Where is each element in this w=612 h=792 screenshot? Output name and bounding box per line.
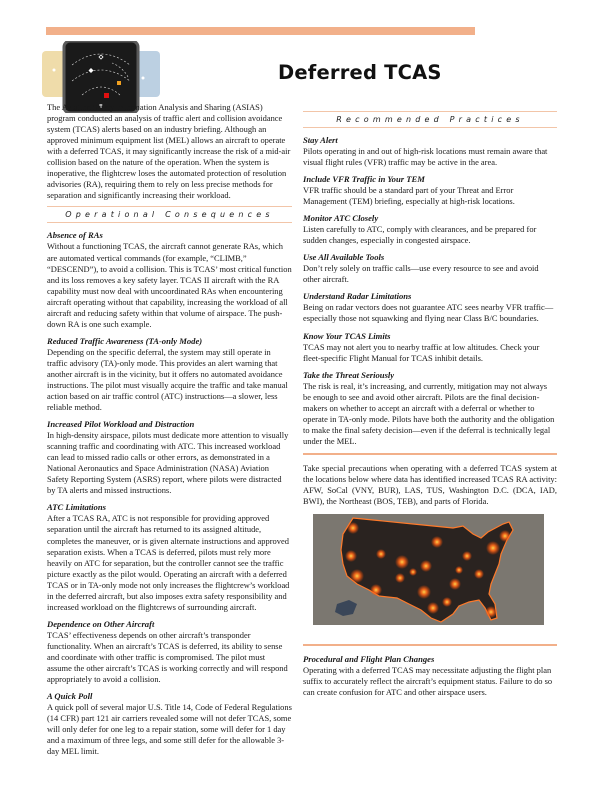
- item-title: Take the Threat Seriously: [303, 369, 395, 380]
- consequence-item: [47, 691, 292, 757]
- item-title: Know Your TCAS Limits: [303, 330, 391, 341]
- practice-item: [303, 213, 557, 246]
- item-body: Don’t rely solely on traffic calls—use every resource to see and avoid other aircraft.: [303, 263, 539, 285]
- section-divider: [303, 644, 557, 646]
- practice-item: [303, 252, 557, 285]
- item-body: Being on radar vectors does not guarantee ATC sees nearby VFR traffic—especially those not squawking and flying near Class B/C boundaries.: [303, 302, 554, 324]
- header-accent-bar: [46, 27, 475, 35]
- item-body: After a TCAS RA, ATC is not responsible for providing approved separation until the aircraft has returned to its assigned altitude, completes the maneuver, or is given alternate instructions and approved separation exists. When a TCAS is deferred, pilots must rely more heavily on ATC for separation, but the controller cannot see the traffic picture exactly as the pilot would. Operating an aircraft with a deferred TCAS or in TA-only mode not only increases the flightcrew’s workload in the deferred aircraft, but also imposes extra safety responsibility and increased workload on the flightcrews of surrounding aircraft.: [47, 513, 290, 612]
- locations-paragraph: Take special precautions when operating with a deferred TCAS system at the locations below where data has identified increased TCAS RA activity: AFW, SoCal (VNY, BUR), LAS, TUS, Washington D.C. (DCA, IAD, BWI), the Northeast (BOS, TEB), and parts of Florida.: [303, 462, 557, 507]
- item-title: Absence of RAs: [47, 230, 103, 241]
- practice-item: [303, 174, 557, 207]
- item-body: Listen carefully to ATC, comply with clearances, and be prepared for sudden changes, especially in congested airspace.: [303, 224, 537, 246]
- us-heatmap-image: [313, 514, 544, 625]
- item-title: Monitor ATC Closely: [303, 213, 379, 224]
- practice-item: [303, 291, 557, 324]
- item-body: VFR traffic should be a standard part of your Threat and Error Management (TEM) briefing, especially at high-risk locations.: [303, 185, 515, 207]
- item-title: Dependence on Other Aircraft: [47, 618, 155, 629]
- item-title: Procedural and Flight Plan Changes: [303, 654, 435, 665]
- item-title: Understand Radar Limitations: [303, 291, 412, 302]
- item-body: TCAS may not alert you to nearby traffic at low altitudes. Check your fleet-specific Flight Manual for TCAS inhibit details.: [303, 341, 540, 363]
- consequence-item: [47, 230, 292, 329]
- consequence-item: [47, 619, 292, 685]
- consequence-item: [47, 502, 292, 612]
- section-divider: [303, 453, 557, 455]
- item-body: In high-density airspace, pilots must dedicate more attention to visually scanning traffic and coordinating with ATC. This increased workload can lead to missed radio calls or other errors, as demonstrated in a National Aeronautics and Space Administration (NASA) Aviation Safety Reporting System (ASRS) report, where pilots were distracted by TA alerts and missed instructions.: [47, 430, 289, 496]
- item-body: Depending on the specific deferral, the system may still operate in traffic advisory (TA)-only mode. This provides an alert warning that another aircraft is in the vicinity, but it offers no automated avoidance instructions. The pilot must visually acquire the traffic and take manual action based on air traffic control (ATC) instructions—a slower, less reliable method.: [47, 346, 288, 413]
- item-body: A quick poll of several major U.S. Title 14, Code of Federal Regulations (14 CFR) part 121 air carriers revealed some will not defer TCAS, some will only defer for one leg to a repair station, some will defer for 1 day and a maximum of three legs, and some still defer for the allowable 3-day MEL limit.: [47, 702, 292, 757]
- item-title: Include VFR Traffic in Your TEM: [303, 174, 425, 185]
- section-heading-recommended: Recommended Practices: [303, 111, 557, 128]
- item-body: The risk is real, it’s increasing, and currently, mitigation may not always be enough to see and avoid other aircraft. Pilots are the final decision-makers on whether to accept an aircraft with a deferral or whether to operate in TA-only mode. Pilots have both the authority and the obligation to make the final safety decision—even if the deferral is technically legal under the MEL.: [303, 380, 555, 446]
- practice-item: [303, 135, 557, 168]
- item-body: Pilots operating in and out of high-risk locations must remain aware that visual flight rules (VFR) traffic may be active in the area.: [303, 146, 548, 168]
- page-title: Deferred TCAS: [278, 61, 442, 84]
- procedural-item: [303, 654, 557, 698]
- item-body: Operating with a deferred TCAS may necessitate adjusting the flight plan suffix to accurately reflect the aircraft’s equipment status. Failure to do so can create confusion for ATC and other airspace users.: [303, 665, 553, 698]
- item-body: TCAS’ effectiveness depends on other aircraft’s transponder functionality. When an aircraft’s TCAS is deferred, its ability to sense and coordinate with other traffic is compromised. The pilot must assume the other aircraft’s TCAS is working correctly and will respond appropriately to avoid a collision.: [47, 629, 288, 685]
- item-title: Use All Available Tools: [303, 252, 385, 263]
- item-title: Stay Alert: [303, 135, 338, 146]
- item-title: A Quick Poll: [47, 691, 93, 702]
- item-title: Increased Pilot Workload and Distraction: [47, 419, 195, 430]
- consequence-item: [47, 419, 292, 496]
- us-map-icon: [313, 514, 544, 625]
- consequence-item: [47, 336, 292, 413]
- item-body: Without a functioning TCAS, the aircraft cannot generate RAs, which are automated vertical commands (for example, “CLIMB,” “DESCEND”), to avoid a collision. This is TCAS’ most critical function and its loss removes a key safety layer. TCAS II aircraft with the RA capability must now deal with uncoordinated RAs when encountering aircraft operating without that capability, increasing the workload of all aircraft and reducing safety within that volume of airspace. The push-down RA is one such example.: [47, 241, 292, 329]
- practice-item: [303, 331, 557, 364]
- intro-paragraph: The Aviation Safety Information Analysis and Sharing (ASIAS) program conducted an analysis of traffic alert and collision avoidance system (TCAS) alerts based on an industry briefing. Although an approved minimum equipment list (MEL) allows an aircraft to operate with a deferred TCAS, it may significantly increase the risk of a mid-air collision based on the nature of the operation. When the system is inoperative, the flightcrew loses the automated protection of resolution advisories (RA), requiring them to rely on less precise methods for separation and significantly increasing their workload.: [47, 102, 291, 201]
- item-title: ATC Limitations: [47, 502, 106, 513]
- practice-item: [303, 370, 557, 447]
- section-heading-operational: Operational Consequences: [47, 206, 292, 223]
- item-title: Reduced Traffic Awareness (TA-only Mode): [47, 335, 203, 346]
- right-column: [303, 111, 557, 704]
- left-column: [47, 102, 292, 763]
